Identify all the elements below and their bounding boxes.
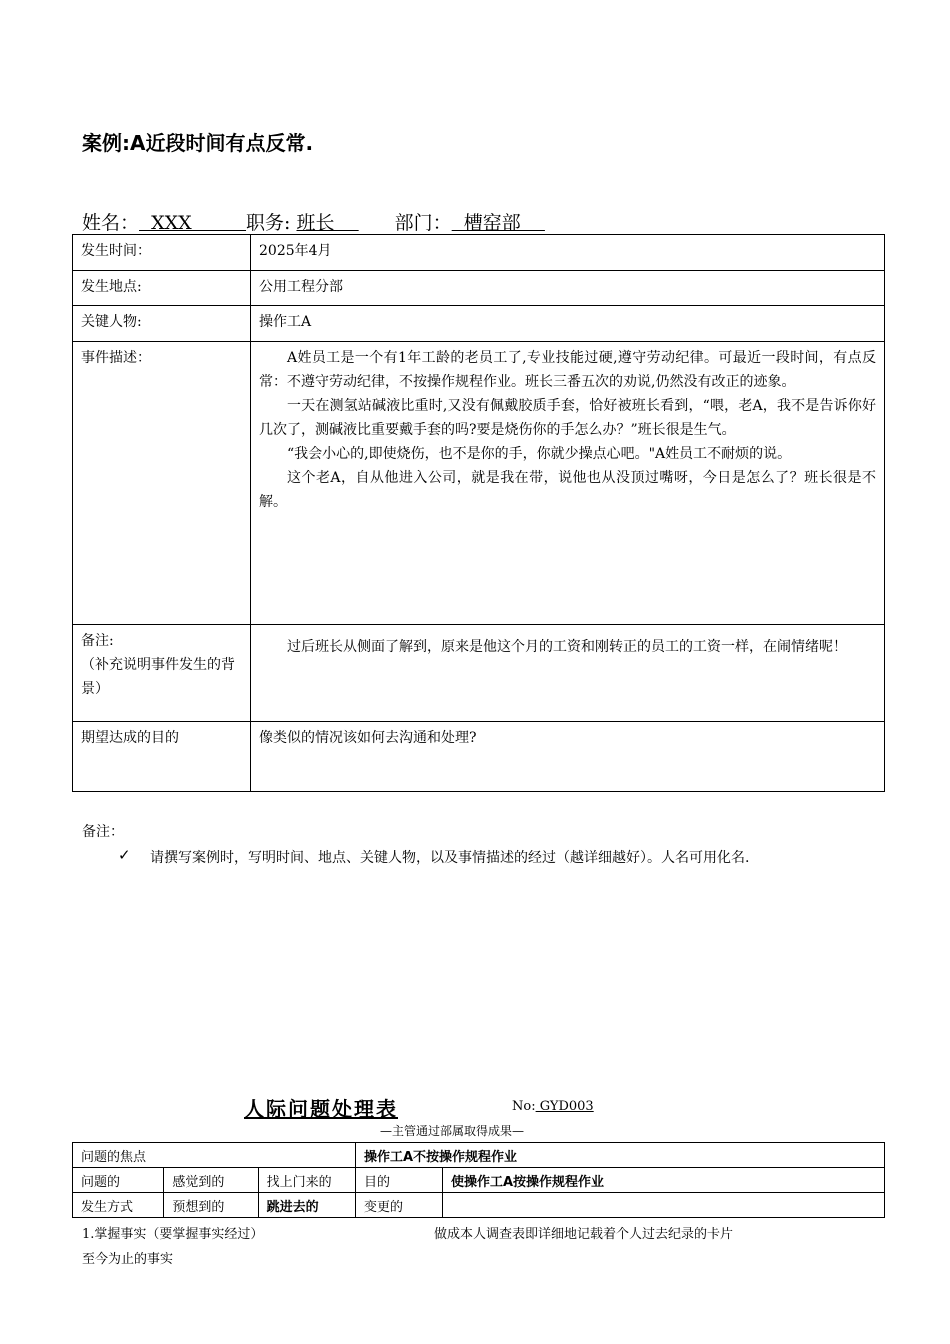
jumped-cell: 跳进去的	[258, 1193, 355, 1218]
form-number-value: GYD003	[535, 1099, 594, 1114]
time-value: 2025年4月	[251, 235, 885, 271]
description-label: 事件描述：	[73, 342, 251, 625]
case-title: 案例:A近段时间有点反常.	[82, 131, 314, 155]
way-label-2: 发生方式	[73, 1193, 164, 1218]
note-label: 备注：	[82, 824, 124, 840]
remark-paragraph: 过后班长从侧面了解到，原来是他这个月的工资和刚转正的员工的工资一样，在闹情绪呢！	[287, 639, 847, 655]
footer-fact-3: 至今为止的事实	[82, 1252, 174, 1267]
description-paragraph: “我会小心的,即使烧伤，也不是你的手，你就少操点心吧。"A姓员工不耐烦的说。	[287, 446, 792, 462]
time-label: 发生时间：	[73, 235, 251, 271]
felt-cell: 感觉到的	[164, 1168, 258, 1193]
description-row	[73, 342, 885, 625]
remark-row	[73, 625, 885, 722]
name-label: 姓名：	[82, 212, 140, 234]
person-value: 操作工A	[251, 306, 885, 342]
way-row-2	[73, 1193, 885, 1218]
dept-value: 槽窑部	[451, 212, 545, 234]
found-cell: 找上门来的	[258, 1168, 355, 1193]
form-subtitle: —主管通过部属取得成果—	[380, 1124, 525, 1138]
description-paragraph: 一天在测氢站碱液比重时,又没有佩戴胶质手套，恰好被班长看到，“喂，老A，我不是告诉你好几次了，测碱液比重要戴手套的吗?要是烧伤你的手怎么办？”班长很是生气。	[259, 398, 876, 438]
way-label-1: 问题的	[73, 1168, 164, 1193]
place-label: 发生地点:	[73, 271, 251, 306]
goal-row	[73, 722, 885, 792]
form-number-label: No:	[512, 1099, 536, 1114]
dept-label: 部门：	[394, 212, 452, 234]
expected-cell: 预想到的	[164, 1193, 258, 1218]
way-row-1	[73, 1168, 885, 1193]
focus-row	[73, 1143, 885, 1168]
description-paragraph: A姓员工是一个有1年工龄的老员工了,专业技能过硬,遵守劳动纪律。可最近一段时间，有点反常：不遵守劳动纪律，不按操作规程作业。班长三番五次的劝说,仍然没有改正的迹象。	[259, 350, 876, 390]
change-value	[443, 1193, 885, 1218]
remark-value	[251, 625, 885, 722]
remark-label-title: 备注:	[81, 633, 114, 649]
place-value: 公用工程分部	[251, 271, 885, 306]
case-table	[72, 234, 885, 792]
remark-label-note: （补充说明事件发生的背景）	[81, 657, 235, 697]
remark-label	[73, 625, 251, 722]
problem-form-table	[72, 1142, 885, 1218]
info-line	[82, 208, 545, 235]
focus-value: 操作工A不按操作规程作业	[356, 1143, 885, 1168]
note-text: 请撰写案例时，写明时间、地点、关键人物，以及事情描述的经过（越详细越好）。人名可用化名.	[150, 850, 750, 866]
place-row	[73, 271, 885, 306]
focus-label: 问题的焦点	[73, 1143, 356, 1168]
footer-fact-1: 1.掌握事实（要掌握事实经过）	[82, 1227, 264, 1242]
purpose-value: 使操作工A按操作规程作业	[443, 1168, 885, 1193]
footer-fact-2: 做成本人调查表即详细地记载着个人过去纪录的卡片	[434, 1227, 734, 1242]
person-row	[73, 306, 885, 342]
goal-label: 期望达成的目的	[73, 722, 251, 792]
description-value	[251, 342, 885, 625]
person-label: 关键人物:	[73, 306, 251, 342]
position-label: 职务:	[246, 212, 297, 234]
check-icon: ✓	[118, 846, 131, 864]
description-paragraph: 这个老A，自从他进入公司，就是我在带，说他也从没顶过嘴呀，今日是怎么了？班长很是不解。	[259, 470, 876, 510]
position-value: 班长	[296, 212, 359, 234]
time-row	[73, 235, 885, 271]
purpose-label: 目的	[356, 1168, 443, 1193]
form-title: 人际问题处理表	[244, 1097, 398, 1121]
name-value: XXX	[139, 212, 247, 234]
goal-value: 像类似的情况该如何去沟通和处理?	[251, 722, 885, 792]
form-number	[512, 1099, 594, 1114]
change-label: 变更的	[356, 1193, 443, 1218]
